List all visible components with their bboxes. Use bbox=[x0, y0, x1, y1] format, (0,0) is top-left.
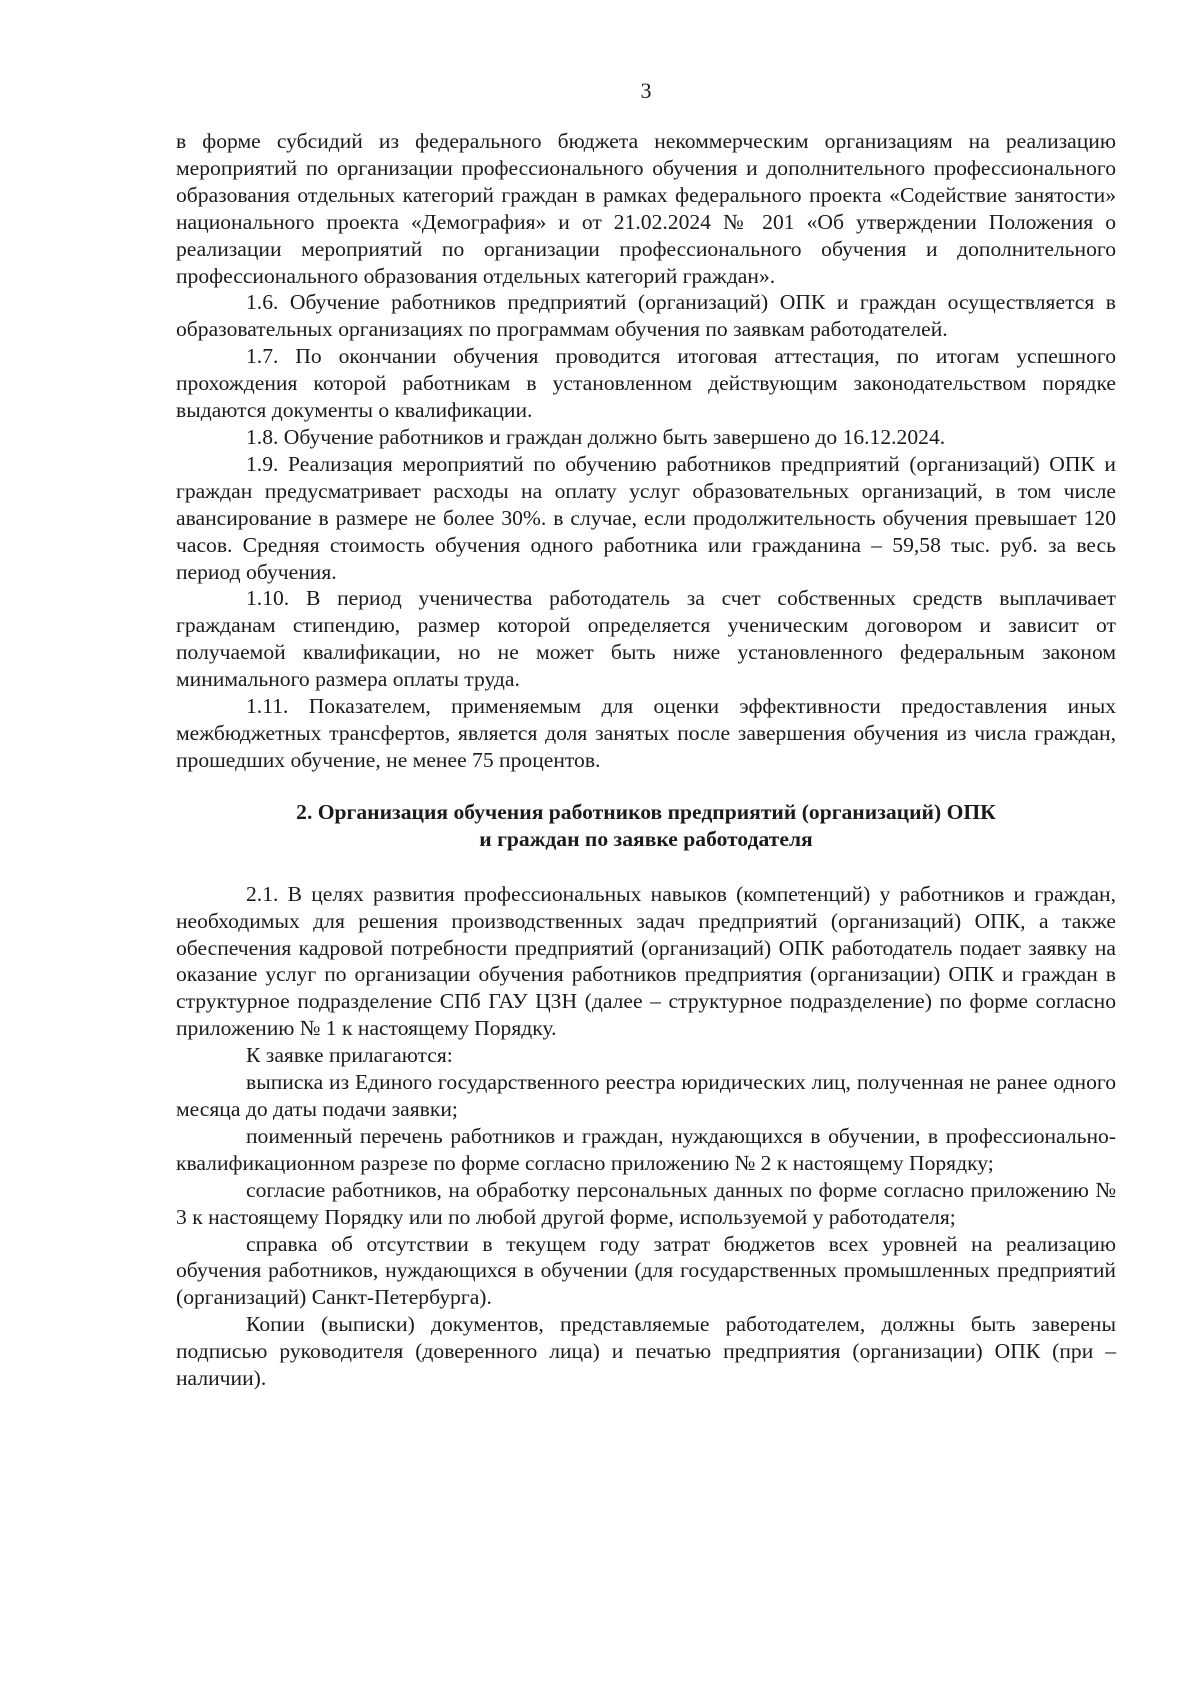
paragraph-attachments-intro: К заявке прилагаются: bbox=[246, 1043, 453, 1068]
page-number: 3 bbox=[640, 78, 652, 103]
paragraph-attachment-list: поименный перечень работников и граждан, нуждающихся в обучении, в профессионально-квалификационном разрезе по форме согласно приложению № 2 к настоящему Порядку; bbox=[176, 1123, 1116, 1175]
section-heading-line-1: 2. Организация обучения работников предприятий (организаций) ОПК bbox=[296, 799, 996, 824]
paragraph-continuation: в форме субсидий из федерального бюджета некоммерческим организациям на реализацию мероприятий по организации профессионального обучения и дополнительного профессионального образования отдельных категорий граждан в рамках федерального проекта «Содействие занятости» национального проекта «Демография» и от 21.02.2024 № 201 «Об утверждении Положения о реализации мероприятий по организации профессионального обучения и дополнительного профессионального образования отдельных категорий граждан». bbox=[176, 129, 1116, 288]
paragraph-attachment-extract: выписка из Единого государственного реестра юридических лиц, полученная не ранее одного месяца до даты подачи заявки; bbox=[176, 1070, 1116, 1121]
paragraph-1-6: 1.6. Обучение работников предприятий (организаций) ОПК и граждан осуществляется в образовательных организациях по программам обучения по заявкам работодателей. bbox=[176, 290, 1116, 342]
section-heading-line-2: и граждан по заявке работодателя bbox=[479, 826, 813, 851]
paragraph-1-8: 1.8. Обучение работников и граждан должно быть завершено до 16.12.2024. bbox=[246, 424, 946, 449]
paragraph-1-7: 1.7. По окончании обучения проводится итоговая аттестация, по итогам успешного прохождения которой работникам в установленном действующим законодательством порядке выдаются документы о квалификации. bbox=[176, 344, 1116, 423]
paragraph-1-9: 1.9. Реализация мероприятий по обучению работников предприятий (организаций) ОПК и граждан предусматривает расходы на оплату услуг образовательных организаций, в том числе авансирование в размере не более 30%. в случае, если продолжительность обучения превышает 120 часов. Средняя стоимость обучения одного работника или гражданина – 59,58 тыс. руб. за весь период обучения. bbox=[176, 451, 1116, 584]
paragraph-attachment-certificate: справка об отсутствии в текущем году затрат бюджетов всех уровней на реализацию обучения работников, нуждающихся в обучении (для государственных промышленных предприятий (организаций) Санкт-Петербурга). bbox=[176, 1231, 1116, 1310]
paragraph-1-10: 1.10. В период ученичества работодатель за счет собственных средств выплачивает гражданам стипендию, размер которой определяется ученическим договором и зависит от получаемой квалификации, но не может быть ниже установленного федеральным законом минимального размера оплаты труда. bbox=[176, 586, 1116, 692]
document-body bbox=[176, 128, 1116, 1392]
section-heading bbox=[176, 799, 1116, 853]
paragraph-attachment-consent: согласие работников, на обработку персональных данных по форме согласно приложению № 3 к настоящему Порядку или по любой другой форме, используемой у работодателя; bbox=[176, 1177, 1116, 1229]
paragraph-copies: Копии (выписки) документов, представляемые работодателем, должны быть заверены подписью руководителя (доверенного лица) и печатью предприятия (организации) ОПК (при – наличии). bbox=[176, 1312, 1116, 1391]
paragraph-1-11: 1.11. Показателем, применяемым для оценки эффективности предоставления иных межбюджетных трансфертов, является доля занятых после завершения обучения из числа граждан, прошедших обучение, не менее 75 процентов. bbox=[176, 694, 1116, 772]
paragraph-2-1: 2.1. В целях развития профессиональных навыков (компетенций) у работников и граждан, необходимых для решения производственных задач предприятий (организаций) ОПК, а также обеспечения кадровой потребности предприятий (организаций) ОПК работодатель подает заявку на оказание услуг по организации обучения работников предприятия (организации) ОПК и граждан в структурное подразделение СПб ГАУ ЦЗН (далее – структурное подразделение) по форме согласно приложению № 1 к настоящему Порядку. bbox=[176, 881, 1116, 1041]
